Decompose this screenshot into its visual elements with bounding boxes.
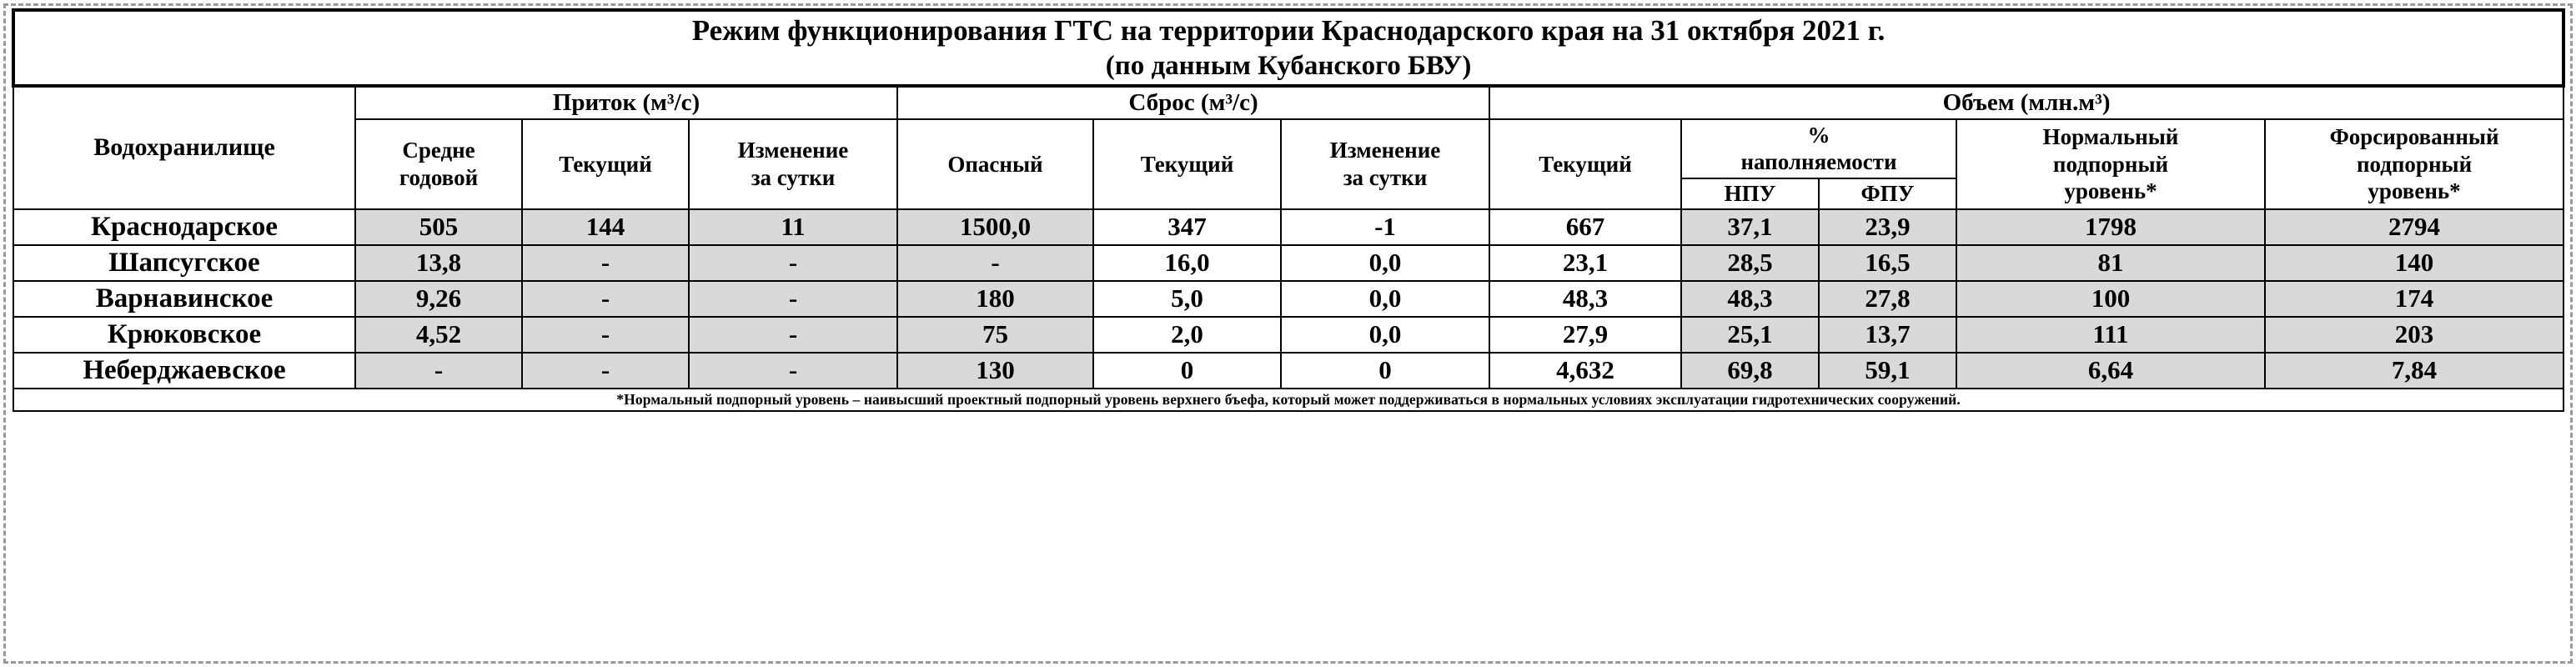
cell-inflow-avg-year: 505 xyxy=(355,209,522,245)
header-forced-level-line1: Форсированный xyxy=(2329,124,2499,150)
footnote-text: *Нормальный подпорный уровень – наивысший проектный подпорный уровень верхнего бъефа, который может поддерживаться в нормальных условиях эксплуатации гидротехнических сооружений. xyxy=(13,389,2563,411)
cell-fpu: 16,5 xyxy=(1819,245,1956,281)
header-discharge-dangerous: Опасный xyxy=(897,119,1093,209)
gts-report-table-container xyxy=(12,8,2562,412)
cell-inflow-current: - xyxy=(522,353,689,389)
header-sub-row xyxy=(13,119,2563,178)
cell-fpu: 23,9 xyxy=(1819,209,1956,245)
cell-discharge-current: 2,0 xyxy=(1093,317,1281,353)
cell-forced-level: 140 xyxy=(2265,245,2563,281)
row-reservoir-name: Крюковское xyxy=(13,317,355,353)
report-title-line1: Режим функционирования ГТС на территории Краснодарского края на 31 октября 2021 г. xyxy=(691,14,1886,47)
cell-npu: 48,3 xyxy=(1681,281,1819,317)
header-inflow-change xyxy=(689,119,897,209)
cell-forced-level: 174 xyxy=(2265,281,2563,317)
table-row xyxy=(13,281,2563,317)
table-row xyxy=(13,353,2563,389)
cell-inflow-avg-year: 9,26 xyxy=(355,281,522,317)
cell-discharge-change: 0 xyxy=(1281,353,1489,389)
cell-discharge-change: 0,0 xyxy=(1281,281,1489,317)
header-reservoir: Водохранилище xyxy=(13,86,355,209)
footnote-row xyxy=(13,389,2563,411)
cell-inflow-change: - xyxy=(689,245,897,281)
header-normal-level-line3: уровень* xyxy=(2064,178,2157,204)
cell-normal-level: 1798 xyxy=(1956,209,2265,245)
header-discharge-change-line2: за сутки xyxy=(1343,164,1428,190)
header-volume-current: Текущий xyxy=(1489,119,1681,209)
row-reservoir-name: Краснодарское xyxy=(13,209,355,245)
header-forced-level-line3: уровень* xyxy=(2368,178,2461,204)
cell-discharge-change: 0,0 xyxy=(1281,245,1489,281)
header-group-discharge: Сброс (м³/с) xyxy=(897,86,1489,119)
header-discharge-change-line1: Изменение xyxy=(1329,138,1441,163)
header-discharge-current: Текущий xyxy=(1093,119,1281,209)
header-normal-level xyxy=(1956,119,2265,209)
cell-discharge-dangerous: 1500,0 xyxy=(897,209,1093,245)
table-title-row xyxy=(13,10,2563,86)
header-group-volume: Объем (млн.м³) xyxy=(1489,86,2563,119)
header-normal-level-line2: подпорный xyxy=(2052,151,2169,177)
gts-report-table xyxy=(12,8,2565,412)
cell-volume-current: 23,1 xyxy=(1489,245,1681,281)
cell-discharge-current: 0 xyxy=(1093,353,1281,389)
header-forced-level xyxy=(2265,119,2563,209)
header-fpu: ФПУ xyxy=(1819,178,1956,209)
cell-npu: 69,8 xyxy=(1681,353,1819,389)
cell-inflow-current: - xyxy=(522,317,689,353)
cell-discharge-current: 5,0 xyxy=(1093,281,1281,317)
report-title-line2: (по данным Кубанского БВУ) xyxy=(1105,50,1472,81)
cell-inflow-current: 144 xyxy=(522,209,689,245)
cell-normal-level: 100 xyxy=(1956,281,2265,317)
header-normal-level-line1: Нормальный xyxy=(2042,124,2179,150)
cell-inflow-change: - xyxy=(689,281,897,317)
cell-discharge-current: 347 xyxy=(1093,209,1281,245)
cell-volume-current: 27,9 xyxy=(1489,317,1681,353)
cell-inflow-avg-year: 4,52 xyxy=(355,317,522,353)
cell-normal-level: 81 xyxy=(1956,245,2265,281)
table-row xyxy=(13,209,2563,245)
cell-discharge-dangerous: 75 xyxy=(897,317,1093,353)
header-fill-percent-line1: % xyxy=(1807,122,1830,148)
cell-discharge-dangerous: 130 xyxy=(897,353,1093,389)
header-discharge-change xyxy=(1281,119,1489,209)
cell-npu: 37,1 xyxy=(1681,209,1819,245)
cell-inflow-change: - xyxy=(689,353,897,389)
header-group-inflow: Приток (м³/с) xyxy=(355,86,897,119)
cell-discharge-dangerous: 180 xyxy=(897,281,1093,317)
cell-inflow-current: - xyxy=(522,281,689,317)
header-inflow-avg-year xyxy=(355,119,522,209)
header-inflow-change-line1: Изменение xyxy=(737,138,849,163)
cell-fpu: 27,8 xyxy=(1819,281,1956,317)
cell-forced-level: 7,84 xyxy=(2265,353,2563,389)
header-fill-percent-line2: наполняемости xyxy=(1740,149,1897,175)
cell-discharge-dangerous: - xyxy=(897,245,1093,281)
cell-npu: 25,1 xyxy=(1681,317,1819,353)
cell-volume-current: 4,632 xyxy=(1489,353,1681,389)
cell-fpu: 59,1 xyxy=(1819,353,1956,389)
cell-normal-level: 6,64 xyxy=(1956,353,2265,389)
row-reservoir-name: Неберджаевское xyxy=(13,353,355,389)
header-inflow-change-line2: за сутки xyxy=(751,164,836,190)
row-reservoir-name: Шапсугское xyxy=(13,245,355,281)
row-reservoir-name: Варнавинское xyxy=(13,281,355,317)
table-row xyxy=(13,317,2563,353)
table-row xyxy=(13,245,2563,281)
cell-forced-level: 203 xyxy=(2265,317,2563,353)
cell-inflow-change: - xyxy=(689,317,897,353)
cell-inflow-avg-year: 13,8 xyxy=(355,245,522,281)
header-forced-level-line2: подпорный xyxy=(2356,151,2473,177)
header-inflow-avg-year-line1: Средне xyxy=(402,138,475,163)
cell-discharge-change: 0,0 xyxy=(1281,317,1489,353)
table-body xyxy=(13,209,2563,411)
cell-discharge-current: 16,0 xyxy=(1093,245,1281,281)
cell-normal-level: 111 xyxy=(1956,317,2265,353)
cell-inflow-current: - xyxy=(522,245,689,281)
header-group-row xyxy=(13,86,2563,119)
cell-volume-current: 667 xyxy=(1489,209,1681,245)
header-npu: НПУ xyxy=(1681,178,1819,209)
cell-discharge-change: -1 xyxy=(1281,209,1489,245)
header-inflow-avg-year-line2: годовой xyxy=(399,164,479,190)
cell-npu: 28,5 xyxy=(1681,245,1819,281)
cell-fpu: 13,7 xyxy=(1819,317,1956,353)
cell-inflow-avg-year: - xyxy=(355,353,522,389)
cell-forced-level: 2794 xyxy=(2265,209,2563,245)
header-inflow-current: Текущий xyxy=(522,119,689,209)
cell-inflow-change: 11 xyxy=(689,209,897,245)
cell-volume-current: 48,3 xyxy=(1489,281,1681,317)
header-fill-percent xyxy=(1681,119,1956,178)
report-title xyxy=(13,10,2563,86)
